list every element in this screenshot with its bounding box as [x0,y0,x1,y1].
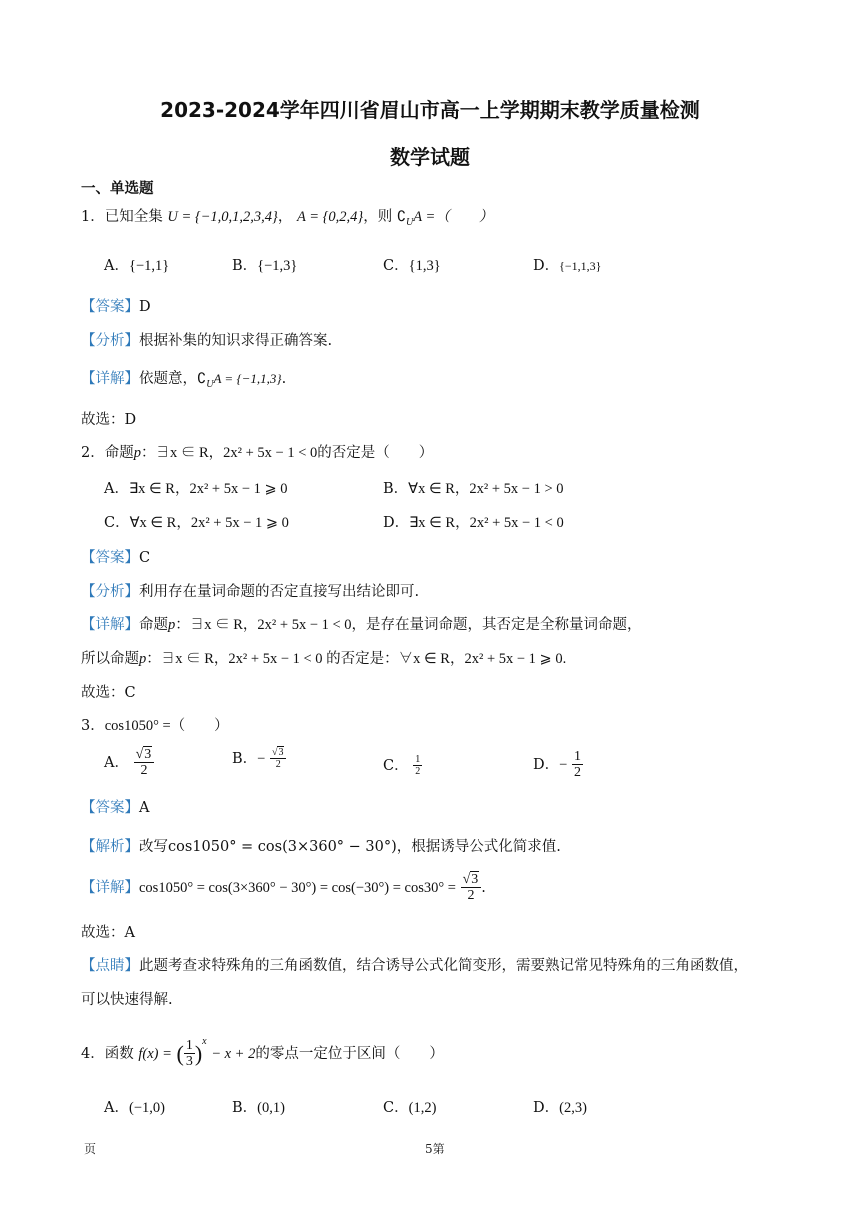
q3-option-b: B．− $\frac{√3}{2}$ [232,748,286,770]
sqrt3-over-2-result: $\frac{√3}{2}$ [461,873,482,903]
question-3-stem: 3．cos1050° =（ ） [81,718,229,734]
q2-option-c: C．∀x ∈ R，2x² + 5x − 1 ⩾ 0 [104,515,289,531]
document-title: 2023-2024学年四川省眉山市高一上学期期末教学质量检测 [160,98,700,122]
q2-detail-line-1: 【详解】命题p：∃x ∈ R，2x² + 5x − 1 < 0，是存在量词命题，其否定是全称量词命题， [81,617,642,633]
q3-option-a: A． $\frac{√3}{2}$ [104,748,154,778]
q1-option-d: D．{−1,1,3} [533,258,602,274]
q3-answer: 【答案】A [81,800,150,816]
q4-option-b: B．(0,1) [232,1100,285,1116]
q2-detail-line-2: 所以命题p：∃x ∈ R，2x² + 5x − 1 < 0 的否定是：∀x ∈ R，2x² + 5x − 1 ⩾ 0. [81,651,567,667]
q3-detail: 【详解】cos1050° = cos(3×360° − 30°) = cos(−30°) = cos30° = $\frac{√3}{2}$ . [81,872,486,903]
q2-option-a: A．∃x ∈ R，2x² + 5x − 1 ⩾ 0 [104,481,288,497]
q3-option-d: D．− $\frac{1}{2}$ [533,749,581,780]
q1-option-c: C．{1,3} [383,258,441,274]
section-heading: 一、单选题 [81,181,154,197]
q3-remark-line-1: 【点睛】此题考查求特殊角的三角函数值，结合诱导公式化简变形，需要熟记常见特殊角的三角函数值， [81,958,748,974]
footer-left: 页 [84,1142,97,1156]
q3-option-c: C． $\frac{1}{2}$ [383,754,421,777]
q1-detail: 【详解】依题意，$∁_UA = \{-1,1,3\}$. [81,371,287,390]
sqrt3-over-2-fraction: $\frac{√3}{2}$ [134,748,155,778]
question-2-stem: 2．命题p：∃x ∈ R，2x² + 5x − 1 < 0的否定是（ ） [81,445,434,461]
footer-page-number: 5第 [425,1142,445,1156]
q3-analysis: 【解析】改写cos1050° = cos(3×360° − 30°)，根据诱导公式化简求值. [81,839,561,855]
q1-analysis: 【分析】根据补集的知识求得正确答案. [81,333,333,349]
neg-sqrt3-over-2-fraction: $\frac{√3}{2}$ [270,748,287,770]
q2-choice: 故选：C [81,685,136,701]
q1-choice: 故选：D [81,412,137,428]
one-third-fraction: $\frac{1}{3}$ [185,1038,193,1069]
q2-answer: 【答案】C [81,550,151,566]
question-4-stem: 4．函数 f(x) = ( $\frac{1}{3}$ )$^x$ − x + 2的零点一定位于区间（ ） [81,1036,444,1069]
q3-remark-line-2: 可以快速得解. [81,992,173,1008]
q4-option-d: D．(2,3) [533,1100,587,1116]
q2-option-d: D．∃x ∈ R，2x² + 5x − 1 < 0 [383,515,564,531]
q1-option-b: B．{−1,3} [232,258,298,274]
document-subtitle: 数学试题 [390,145,470,169]
q2-option-b: B．∀x ∈ R，2x² + 5x − 1 > 0 [383,481,564,497]
neg-one-half-fraction: $\frac{1}{2}$ [573,749,581,780]
q4-option-c: C．(1,2) [383,1100,437,1116]
q2-analysis: 【分析】利用存在量词命题的否定直接写出结论即可. [81,584,420,600]
q3-choice: 故选：A [81,925,135,941]
question-1-stem: 1．已知全集 U = {−1,0,1,2,3,4}， A = {0,2,4}，则 $∁_UA$ =（ ） [81,209,494,228]
q4-option-a: A．(−1,0) [104,1100,165,1116]
q1-option-a: A．{−1,1} [104,258,170,274]
one-half-fraction: $\frac{1}{2}$ [415,754,421,777]
q1-answer: 【答案】D [81,299,151,315]
